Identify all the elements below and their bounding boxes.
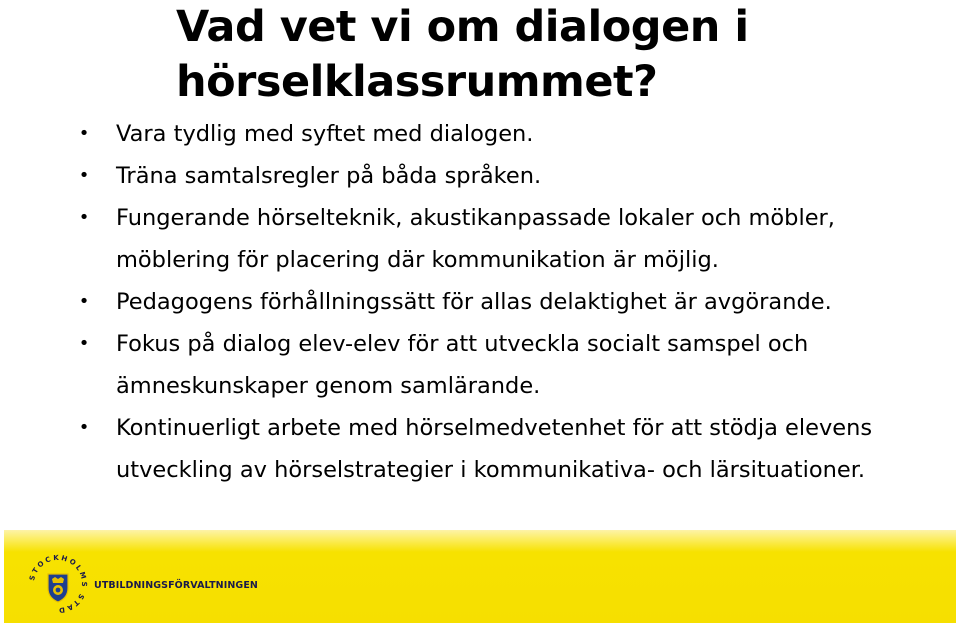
- bullet-text: Pedagogens förhållningssätt för allas delaktighet är avgörande.: [116, 289, 832, 315]
- bullet-text: Kontinuerligt arbete med hörselmedvetenhet för att stödja elevens utveckling av hörselstrategier i kommunikativa- och lärsituationer.: [116, 415, 873, 483]
- bullet-marker: •: [78, 165, 90, 186]
- seal-text: STOCKHOLMS STAD: [28, 553, 89, 615]
- slide-title-line-1: Vad vet vi om dialogen i: [176, 2, 749, 52]
- bullet-text: Träna samtalsregler på båda språken.: [116, 163, 542, 189]
- bullet-marker: •: [78, 417, 90, 438]
- footer-band: [4, 530, 956, 623]
- bullet-marker: •: [78, 123, 90, 144]
- bullet-text: Fokus på dialog elev-elev för att utveckla socialt samspel och ämneskunskaper genom samlärande.: [116, 331, 809, 399]
- bullet-text: Fungerande hörselteknik, akustikanpassade lokaler och möbler, möblering för placering där kommunikation är möjlig.: [116, 205, 835, 273]
- bullet-list: [72, 113, 942, 491]
- bullet-item-2: [72, 155, 942, 197]
- bullet-item-6: [72, 407, 942, 491]
- slide-title-line-2: hörselklassrummet?: [176, 57, 658, 107]
- stockholm-seal-logo: [26, 552, 90, 616]
- bullet-item-4: [72, 281, 942, 323]
- bullet-item-1: [72, 113, 942, 155]
- organization-name: UTBILDNINGSFÖRVALTNINGEN: [94, 580, 258, 591]
- bullet-item-3: [72, 197, 942, 281]
- slide-title: [176, 0, 936, 110]
- bullet-marker: •: [78, 207, 90, 228]
- bullet-item-5: [72, 323, 942, 407]
- bullet-text: Vara tydlig med syftet med dialogen.: [116, 121, 534, 147]
- bullet-marker: •: [78, 291, 90, 312]
- bullet-marker: •: [78, 333, 90, 354]
